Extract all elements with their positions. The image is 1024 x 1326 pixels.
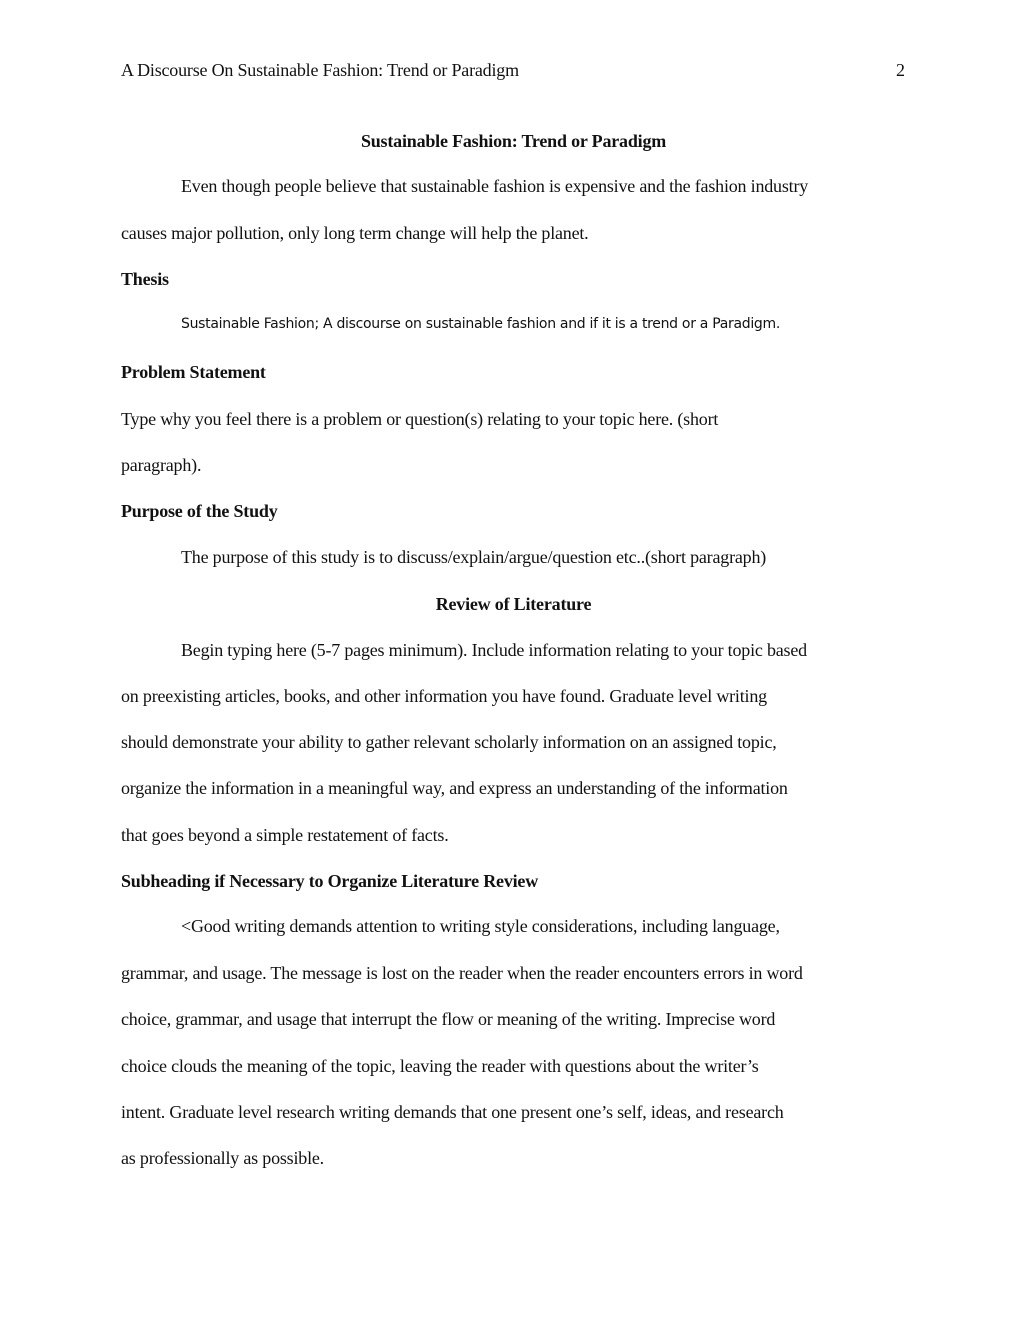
subheading-line-5: intent. Graduate level research writing demands that one present one’s self, ideas, and research [121,1102,784,1122]
review-line-1: Begin typing here (5-7 pages minimum). Include information relating to your topic based [181,640,807,660]
purpose-heading: Purpose of the Study [121,501,278,521]
subheading-line-1: <Good writing demands attention to writing style considerations, including language, [181,916,780,936]
review-line-4: organize the information in a meaningful way, and express an understanding of the information [121,778,788,798]
problem-line-1: Type why you feel there is a problem or question(s) relating to your topic here. (short [121,409,719,429]
thesis-text: Sustainable Fashion; A discourse on sustainable fashion and if it is a trend or a Paradigm. [181,316,781,332]
problem-heading: Problem Statement [121,362,266,382]
review-heading: Review of Literature [435,594,592,614]
review-line-2: on preexisting articles, books, and other information you have found. Graduate level writing [121,686,767,706]
subheading-line-6: as professionally as possible. [121,1148,324,1168]
intro-line-1: Even though people believe that sustainable fashion is expensive and the fashion industry [181,176,809,196]
purpose-text: The purpose of this study is to discuss/explain/argue/question etc..(short paragraph) [181,547,767,567]
page-number: 2 [896,60,905,80]
subheading-line-4: choice clouds the meaning of the topic, leaving the reader with questions about the writer’s [121,1056,759,1076]
problem-line-2: paragraph). [121,455,202,475]
subheading-line-2: grammar, and usage. The message is lost on the reader when the reader encounters errors in word [121,963,803,983]
page-title: Sustainable Fashion: Trend or Paradigm [360,131,667,151]
thesis-heading: Thesis [121,269,169,289]
subheading-line-3: choice, grammar, and usage that interrupt the flow or meaning of the writing. Imprecise word [121,1009,776,1029]
review-line-3: should demonstrate your ability to gather relevant scholarly information on an assigned topic, [121,732,777,752]
subheading: Subheading if Necessary to Organize Literature Review [121,871,539,891]
running-head: A Discourse On Sustainable Fashion: Trend or Paradigm [121,60,519,80]
intro-line-2: causes major pollution, only long term change will help the planet. [121,223,589,243]
review-line-5: that goes beyond a simple restatement of facts. [121,825,449,845]
